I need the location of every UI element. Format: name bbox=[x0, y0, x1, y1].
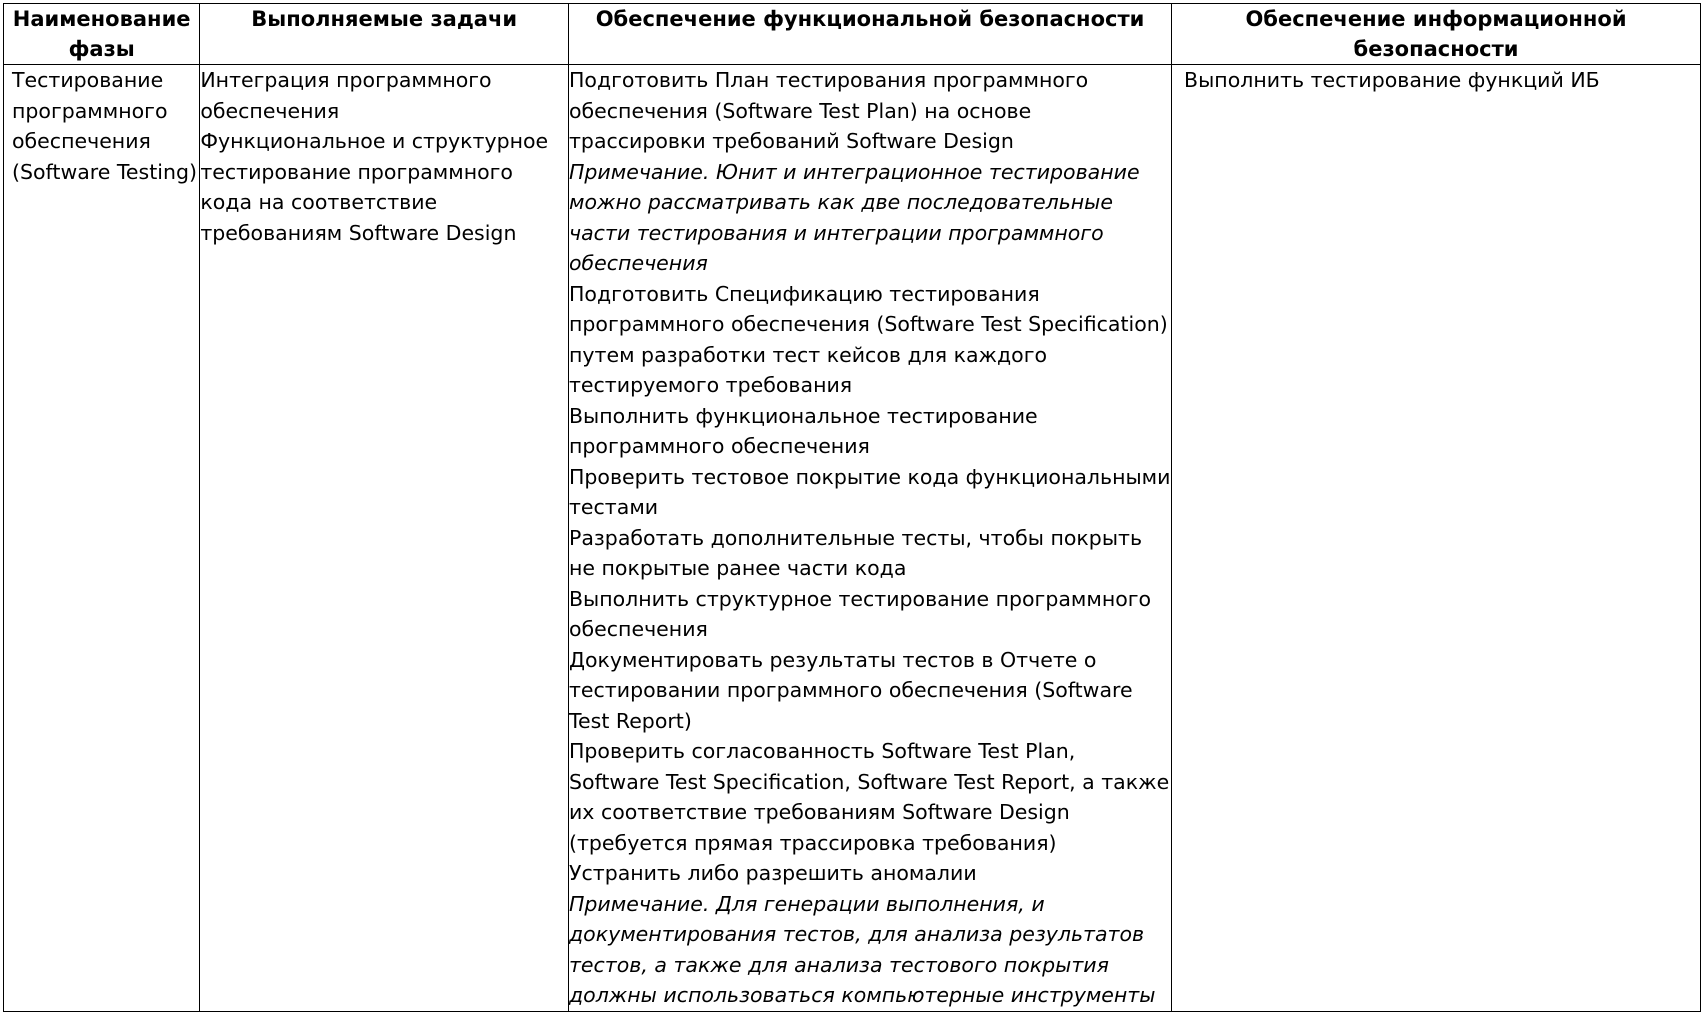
activity-paragraph: Интеграция программного обеспечения bbox=[200, 68, 492, 123]
activity-paragraph: Функциональное и структурное тестирование программного кода на соответствие требованиям Software Design bbox=[200, 129, 549, 245]
cell-phase-name bbox=[4, 65, 200, 1012]
column-header-phase-name-label: Наименование фазы bbox=[12, 7, 191, 61]
activity-paragraph: Выполнить структурное тестирование программного обеспечения bbox=[568, 586, 1152, 641]
table-header bbox=[4, 4, 1701, 65]
activity-paragraph: Проверить согласованность Software Test Plan, Software Test Specification, Software Test Report, а также их соответствие требованиям Software Design (требуется прямая трассировка требования) bbox=[568, 739, 1170, 855]
phase-name-text: Тестирование программного обеспечения (Software Testing) bbox=[12, 68, 197, 184]
cell-tasks bbox=[200, 65, 569, 1012]
activity-paragraph: Подготовить План тестирования программного обеспечения (Software Test Plan) на основе трассировки требований Software Design bbox=[568, 68, 1089, 153]
note-paragraph: Примечание. Для генерации выполнения, и документирования тестов, для анализа результатов тестов, а также для анализа тестового покрытия должны использоваться компьютерные инструменты bbox=[568, 891, 1156, 1007]
column-header-functional-safety bbox=[568, 4, 1171, 65]
column-header-phase-name bbox=[4, 4, 200, 65]
functional-safety-list bbox=[569, 65, 1171, 1011]
phase-activities-table bbox=[3, 3, 1701, 1012]
activity-paragraph: Выполнить тестирование функций ИБ bbox=[1184, 68, 1600, 92]
table-header-row bbox=[4, 4, 1701, 65]
activity-paragraph: Разработать дополнительные тесты, чтобы покрыть не покрытые ранее части кода bbox=[568, 525, 1143, 580]
table-row bbox=[4, 65, 1701, 1012]
cell-information-security bbox=[1172, 65, 1701, 1012]
column-header-tasks bbox=[200, 4, 569, 65]
table-body bbox=[4, 65, 1701, 1012]
activity-paragraph: Выполнить функциональное тестирование программного обеспечения bbox=[568, 403, 1038, 458]
cell-functional-safety bbox=[568, 65, 1171, 1012]
activity-paragraph: Устранить либо разрешить аномалии bbox=[568, 861, 977, 885]
activity-paragraph: Проверить тестовое покрытие кода функциональными тестами bbox=[568, 464, 1171, 519]
tasks-list bbox=[200, 65, 568, 248]
activity-paragraph: Документировать результаты тестов в Отчете о тестировании программного обеспечения (Software Test Report) bbox=[568, 647, 1133, 733]
column-header-information-security-label: Обеспечение информационной безопасности bbox=[1245, 7, 1627, 61]
note-paragraph: Примечание. Юнит и интеграционное тестирование можно рассматривать как две последовательные части тестирования и интеграции программного обеспечения bbox=[568, 159, 1140, 275]
column-header-information-security bbox=[1172, 4, 1701, 65]
column-header-functional-safety-label: Обеспечение функциональной безопасности bbox=[595, 7, 1145, 31]
activity-paragraph: Подготовить Спецификацию тестирования программного обеспечения (Software Test Specification) путем разработки тест кейсов для каждого тестируемого требования bbox=[568, 281, 1168, 397]
information-security-list bbox=[1184, 65, 1700, 96]
column-header-tasks-label: Выполняемые задачи bbox=[251, 7, 518, 31]
